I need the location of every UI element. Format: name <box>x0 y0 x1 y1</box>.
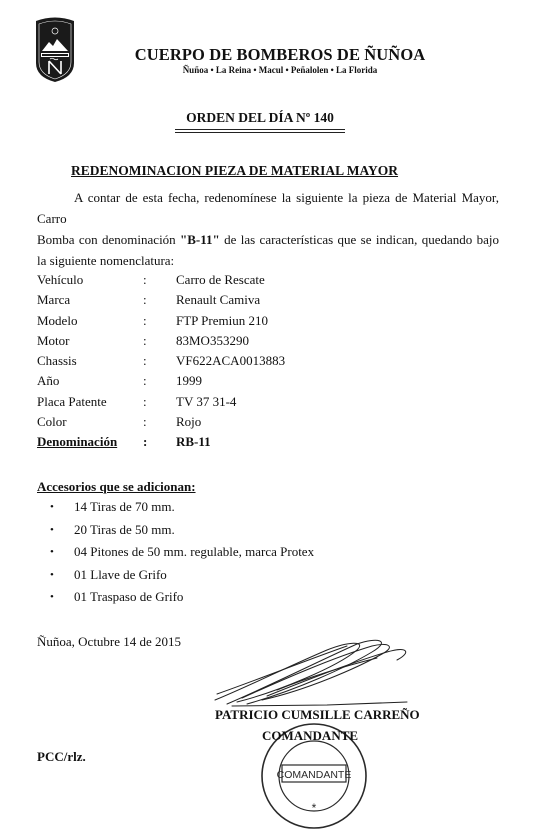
spec-row <box>37 394 337 414</box>
document-reference: PCC/rlz. <box>37 749 86 764</box>
list-item-text: 20 Tiras de 50 mm. <box>74 521 175 537</box>
order-title-underline-bottom <box>175 132 345 133</box>
list-item-text: 01 Traspaso de Grifo <box>74 589 184 605</box>
spec-value: TV 37 31-4 <box>176 393 237 409</box>
svg-text:COMANDANTE: COMANDANTE <box>276 769 352 781</box>
spec-label: Color <box>37 414 67 430</box>
signature-icon <box>207 632 422 712</box>
organization-communes: Ñuñoa • La Reina • Macul • Peñalolen • La Florida <box>182 65 378 75</box>
place-and-date: Ñuñoa, Octubre 14 de 2015 <box>37 634 182 649</box>
spec-label: Modelo <box>37 312 78 328</box>
spec-colon: : <box>143 373 147 389</box>
spec-label: Año <box>37 373 60 389</box>
list-item-text: 04 Pitones de 50 mm. regulable, marca Protex <box>74 544 315 560</box>
spec-value: 1999 <box>176 373 202 389</box>
section-title: REDENOMINACION PIEZA DE MATERIAL MAYOR <box>71 163 399 178</box>
bullet-icon: • <box>50 501 54 513</box>
paragraph-text-after-code: de las características que se indican, quedando bajo la siguiente nomenclatura: <box>37 232 499 268</box>
signer-name: PATRICIO CUMSILLE CARREÑO <box>215 707 420 722</box>
spec-row <box>37 313 337 333</box>
fire-department-shield-icon <box>33 17 77 83</box>
spec-row <box>37 333 337 353</box>
list-item <box>37 544 437 567</box>
list-item-text: 01 Llave de Grifo <box>74 566 167 582</box>
bullet-icon: • <box>50 568 54 581</box>
spec-colon: : <box>143 292 147 308</box>
list-item <box>37 522 437 545</box>
spec-row <box>37 353 337 373</box>
bullet-icon: • <box>50 523 54 536</box>
paragraph-text-before-code: Bomba con denominación <box>37 232 181 247</box>
spec-value: Rojo <box>176 414 202 430</box>
spec-value: Carro de Rescate <box>176 272 265 287</box>
signer-role: COMANDANTE <box>262 728 359 743</box>
spec-label: Chassis <box>37 353 77 369</box>
spec-value: VF622ACA0013883 <box>176 353 286 369</box>
spec-row <box>37 272 337 292</box>
spec-value: RB-11 <box>176 434 211 450</box>
spec-value: FTP Premiun 210 <box>176 312 268 328</box>
spec-row <box>37 414 337 434</box>
spec-row-denomination <box>37 434 337 454</box>
spec-row <box>37 373 337 393</box>
spec-colon: : <box>143 393 147 409</box>
bullet-icon: • <box>50 546 54 559</box>
body-paragraph <box>37 187 499 271</box>
order-title: ORDEN DEL DÍA Nº 140 <box>186 110 334 125</box>
spec-colon: : <box>143 434 148 450</box>
organization-name: CUERPO DE BOMBEROS DE ÑUÑOA <box>134 45 426 64</box>
spec-colon: : <box>143 272 147 287</box>
list-item <box>37 589 437 612</box>
spec-label: Marca <box>37 292 71 308</box>
spec-label: Vehículo <box>37 272 84 287</box>
fire-department-logo <box>33 17 77 83</box>
paragraph-line-1: A contar de esta fecha, redenomínese la siguiente la pieza de Material Mayor, Carro <box>37 190 499 226</box>
spec-colon: : <box>143 414 147 430</box>
spec-value: 83MO353290 <box>176 332 249 348</box>
spec-row <box>37 292 337 312</box>
spec-label: Motor <box>37 332 70 348</box>
paragraph-code: "B-11" <box>180 232 220 247</box>
spec-value: Renault Camiva <box>176 292 261 308</box>
accessories-title: Accesorios que se adicionan: <box>37 479 196 494</box>
spec-label: Denominación <box>37 434 118 450</box>
list-item <box>37 499 437 522</box>
order-title-underline-top <box>175 129 345 130</box>
accessories-list <box>37 499 437 612</box>
spec-label: Placa Patente <box>37 393 107 409</box>
list-item <box>37 567 437 590</box>
spec-colon: : <box>143 353 147 369</box>
svg-text:*: * <box>311 801 317 815</box>
spec-colon: : <box>143 312 147 328</box>
vehicle-specs <box>37 272 337 455</box>
bullet-icon: • <box>50 591 54 604</box>
spec-colon: : <box>143 332 147 348</box>
list-item-text: 14 Tiras de 70 mm. <box>74 499 175 514</box>
